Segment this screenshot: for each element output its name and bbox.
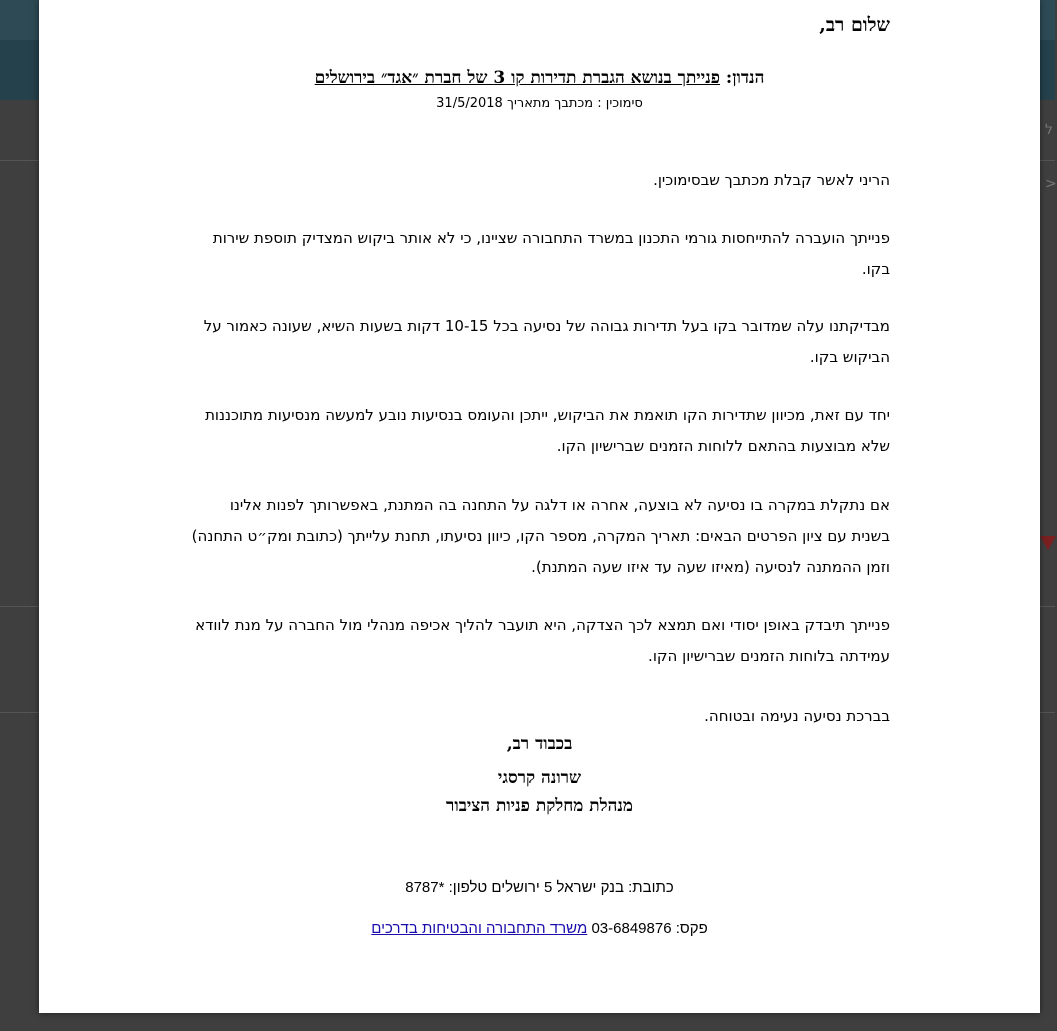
ministry-link[interactable]: משרד התחבורה והבטיחות בדרכים xyxy=(371,920,588,937)
signer-title: מנהלת מחלקת פניות הציבור xyxy=(446,796,633,816)
background-red-marker xyxy=(1040,536,1056,550)
letter-paragraph-5: אם נתקלת במקרה בו נסיעה לא בוצעה, אחרה או דלגה על התחנה בה המתנת, באפשרותך לפנות אלינו בשנית עם ציון הפרטים הבאים: תאריך המקרה, מספר הקו, כיוון נסיעתו, תחנת עלייתך (כתובת ומק״ט התחנה) וזמן ההמתנה לנסיעה (מאיזו שעה עד איזו שעה המתנת). xyxy=(191,496,890,576)
subject-prefix: הנדון: xyxy=(720,68,765,88)
letter-reference: סימוכין : מכתבך מתאריך 31/5/2018 xyxy=(436,96,643,111)
letter-greeting: שלום רב, xyxy=(819,14,890,36)
letter-regards: בכבוד רב, xyxy=(506,734,573,754)
fax-number: פקס: 03-6849876 xyxy=(587,920,708,937)
letter-paragraph-4: יחד עם זאת, מכיוון שתדירות הקו תואמת את הביקוש, ייתכן והעומס בנסיעות נובע למעשה מנסיעות מתוכננות שלא מבוצעות בהתאם ללוחות הזמנים שברישיון הקו. xyxy=(205,406,890,455)
letter-paragraph-6: פנייתך תיבדק באופן יסודי ואם תמצא לכך הצדקה, היא תועבר להליך אכיפה מנהלי מול החברה על מנת לוודא עמידתה בלוחות הזמנים שברישיון הקו. xyxy=(195,616,890,665)
background-text-fragment: ל xyxy=(1045,122,1053,138)
signer-name: שרונה קרסגי xyxy=(497,768,582,788)
letter-paragraph-1: הריני לאשר קבלת מכתבך שבסימוכין. xyxy=(653,171,890,189)
letter-paragraph-2: פנייתך הועברה להתייחסות גורמי התכנון במשרד התחבורה שציינו, כי לא אותר ביקוש המצדיק תוספת שירות בקו. xyxy=(212,229,890,278)
letter-document xyxy=(189,0,890,1013)
letter-paragraph-3: מבדיקתנו עלה שמדובר בקו בעל תדירות גבוהה של נסיעה בכל 10-15 דקות בשעות השיא, שעונה כאמור על הביקוש בקו. xyxy=(203,317,890,366)
background-text-fragment: > xyxy=(1045,176,1057,192)
letter-subject xyxy=(189,68,890,88)
letter-closing: בברכת נסיעה נעימה ובטוחה. xyxy=(704,707,890,725)
letter-modal xyxy=(39,0,1040,1013)
contact-address: כתובת: בנק ישראל 5 ירושלים טלפון: *8787 xyxy=(405,879,674,896)
subject-text: פנייתך בנושא הגברת תדירות קו 3 של חברת ״אגד״ בירושלים xyxy=(314,68,720,88)
contact-fax-line xyxy=(189,920,890,937)
